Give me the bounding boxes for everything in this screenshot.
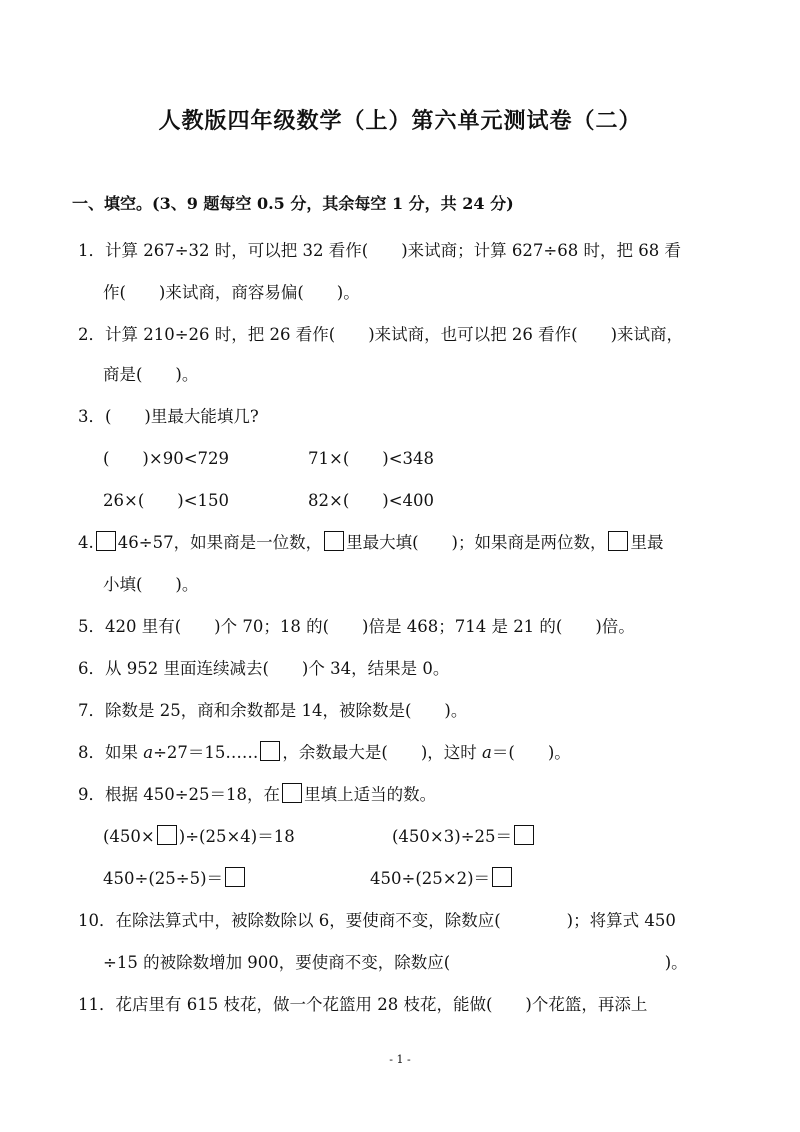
question-9-item-d	[370, 865, 514, 889]
question-8	[78, 739, 571, 763]
question-9-text-1: 9．根据 450÷25＝18，在	[78, 785, 281, 804]
question-9-item-a-text-1: (450×	[103, 827, 155, 846]
question-9-item-b	[392, 823, 536, 847]
answer-box[interactable]	[514, 825, 534, 845]
question-2-line-2: 商是( )。	[103, 365, 199, 384]
page-number: - 1 -	[389, 1053, 411, 1066]
question-1-line-2: 作( )来试商，商容易偏( )。	[103, 283, 360, 302]
page-title: 人教版四年级数学（上）第六单元测试卷（二）	[158, 108, 642, 134]
answer-box[interactable]	[282, 783, 302, 803]
answer-box[interactable]	[608, 531, 628, 551]
question-4-line-1	[78, 529, 663, 553]
question-8-text-3: ，余数最大是( )，这时	[282, 743, 483, 762]
question-3-item-c: 26×( )<150	[103, 491, 230, 510]
answer-box[interactable]	[492, 867, 512, 887]
question-1-line-1: 1．计算 267÷32 时，可以把 32 看作( )来试商；计算 627÷68 时，把 68 看	[78, 241, 681, 260]
question-8-text-1: 8．如果	[78, 743, 144, 762]
answer-box[interactable]	[260, 741, 280, 761]
question-9-item-a-text-2: )÷(25×4)＝18	[178, 827, 295, 846]
question-9-item-a	[103, 823, 295, 847]
question-4-line-2: 小填( )。	[103, 575, 199, 594]
question-8-text-4: ＝( )。	[491, 743, 571, 762]
question-3-item-b: 71×( )<348	[308, 449, 435, 468]
answer-box[interactable]	[324, 531, 344, 551]
answer-box[interactable]	[157, 825, 177, 845]
variable-a: a	[143, 743, 154, 762]
question-11-line-1: 11．花店里有 615 枝花，做一个花篮用 28 枝花，能做( )个花篮，再添上	[78, 995, 648, 1014]
question-9-line-1	[78, 781, 436, 805]
question-4-text-3: 里最	[630, 533, 664, 552]
question-2-line-1: 2．计算 210÷26 时，把 26 看作( )来试商，也可以把 26 看作( )来试商，	[78, 325, 684, 344]
question-4-number: 4.	[78, 533, 94, 552]
question-3-item-d: 82×( )<400	[308, 491, 435, 510]
question-9-item-c	[103, 865, 247, 889]
question-3-line-1: 3．( )里最大能填几?	[78, 407, 259, 426]
answer-box[interactable]	[96, 531, 116, 551]
variable-a: a	[482, 743, 492, 762]
question-3-item-a: ( )×90<729	[103, 449, 230, 468]
question-5: 5．420 里有( )个 70；18 的( )倍是 468；714 是 21 的( )倍。	[78, 617, 635, 636]
question-10-line-1: 10．在除法算式中，被除数除以 6，要使商不变，除数应( )；将算式 450	[78, 911, 676, 930]
question-9-item-b-text: (450×3)÷25＝	[392, 827, 513, 846]
question-9-item-d-text: 450÷(25×2)＝	[370, 869, 491, 888]
question-7: 7．除数是 25，商和余数都是 14，被除数是( )。	[78, 701, 468, 720]
answer-box[interactable]	[225, 867, 245, 887]
question-9-text-2: 里填上适当的数。	[304, 785, 437, 804]
question-10-line-2: ÷15 的被除数增加 900，要使商不变，除数应( )。	[103, 953, 688, 972]
question-9-item-c-text: 450÷(25÷5)＝	[103, 869, 224, 888]
question-4-text-1: 46÷57，如果商是一位数，	[117, 533, 323, 552]
question-8-text-2: ÷27＝15……	[153, 743, 259, 762]
question-4-text-2: 里最大填( )；如果商是两位数，	[346, 533, 607, 552]
question-6: 6．从 952 里面连续减去( )个 34，结果是 0。	[78, 659, 450, 678]
section-heading-fill-blank: 一、填空。(3、9 题每空 0.5 分，其余每空 1 分，共 24 分)	[72, 194, 514, 213]
